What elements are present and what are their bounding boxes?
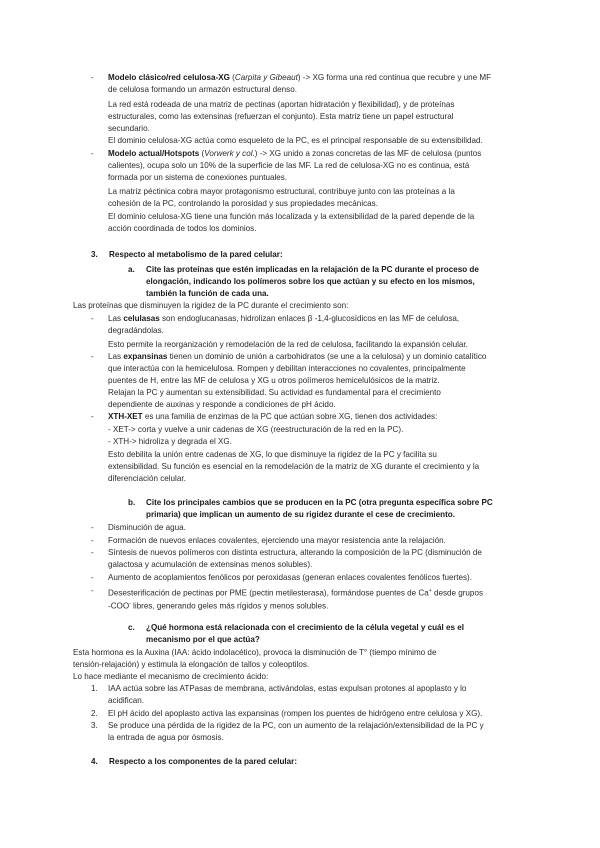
expansinas-line-3: puentes de H, entre las MF de celulosa y XG u otros polímeros hemicelulósicos de la matriz. [108, 376, 440, 385]
expansinas-line-4: Relajan la PC y aumentan su extensibilidad. Su actividad es fundamental para el crecimiento [108, 388, 441, 397]
modelo-clasico-line-6: El dominio celulosa-XG actúa como esqueleto de la PC, es el principal responsable de su extensibilidad. [108, 136, 483, 145]
expansinas-line-5: dependiente de auxinas y responde a condiciones de pH ácido. [108, 400, 336, 409]
expansinas-line-2: que interactúa con la hemicelulosa. Rompen y debilitan interacciones no covalentes, principalmente [108, 364, 466, 373]
question-a-line-3: también la función de cada una. [146, 289, 269, 298]
celulasas-line-1: Las celulasas son endoglucanasas, hidrolizan enlaces β -1,4-glucosídicos en las MF de celulosa, [108, 314, 460, 323]
rigidez-item: Aumento de acoplamientos fenólicos por peroxidasas (generan enlaces covalentes fenólicos fuertes). [108, 573, 472, 582]
rigidez-item-continued: -COO- libres, generando geles más rígidos y menos solubles. [108, 601, 329, 611]
modelo-clasico-line-1: Modelo clásico/red celulosa-XG (Carpita y Gibeaut) -> XG forma una red continua que recubre y une MF [108, 73, 492, 82]
question-a-line-1: Cite las proteínas que estén implicadas en la relajación de la PC durante el proceso de [146, 265, 479, 274]
answer-c-line-2: tensión-relajación) y estimula la elongación de tallos y coleoptilos. [73, 660, 310, 669]
step-number: 1. [91, 684, 98, 693]
modelo-clasico-line-2: de celulosa formando un armazón estructural denso. [108, 85, 297, 94]
modelo-actual-line-5: cohesión de la PC, controlando la porosidad y sus propiedades mecánicas. [108, 199, 378, 208]
section-3-heading: 3. Respecto al metabolismo de la pared celular: [91, 250, 283, 259]
question-c-letter: c. [128, 623, 135, 632]
modelo-actual-line-2: calientes), ocupa solo un 10% de la superficie de las MF. La red de celulosa-XG no es continua, está [108, 161, 470, 170]
answer-c-line-3: Lo hace mediante el mecanismo de crecimiento ácido: [73, 672, 269, 681]
question-a-line-2: elongación, indicando los polímeros sobre los que actúan y su efecto en los mismos, [146, 277, 475, 286]
modelo-clasico-line-5: secundario. [108, 124, 150, 133]
step-1-line-1: IAA actúa sobre las ATPasas de membrana, activándolas, estas expulsan protones al apoplasto y lo [108, 684, 467, 693]
modelo-clasico-line-4: estructurales, como las extensinas (refuerzan el conjunto). Esta matriz tiene un papel estructural [108, 112, 454, 121]
question-b-line-1: Cite los principales cambios que se producen en la PC (otra pregunta específica sobre PC [146, 498, 493, 507]
step-3-line-2: la entrada de agua por ósmosis. [108, 733, 224, 742]
modelo-actual-line-6: El dominio celulosa-XG tiene una función más localizada y la extensibilidad de la pared depende de la [108, 212, 475, 221]
rigidez-item: Disminución de agua. [108, 523, 186, 532]
modelo-actual-line-4: La matriz péctinica cobra mayor protagonismo estructural, contribuye junto con las proteínas a la [108, 187, 455, 196]
question-b-letter: b. [128, 498, 136, 507]
celulasas-line-2: degradándolas. [108, 326, 164, 335]
answer-c-line-1: Esta hormona es la Auxina (IAA: ácido indolacético), provoca la disminución de T° (tiempo mínimo de [73, 648, 437, 657]
modelo-actual-line-7: acción coordinada de todos los dominios. [108, 224, 257, 233]
question-b-line-2: primaria) que implican un aumento de su rigidez durante el cese de crecimiento. [146, 510, 455, 519]
question-c-line-2: mecanismo por el que actúa? [146, 635, 260, 644]
rigidez-item: Formación de nuevos enlaces covalentes, ejerciendo una mayor resistencia ante la relajación. [108, 536, 446, 545]
expansinas-line-1: Las expansinas tienen un dominio de unión a carbohidratos (se une a la celulosa) y un dominio catalítico [108, 352, 487, 361]
step-number: 3. [91, 721, 98, 730]
step-3-line-1: Se produce una pérdida de la rigidez de la PC, con un aumento de la relajación/extensibilidad de la PC y [108, 721, 484, 730]
step-number: 2. [91, 709, 98, 718]
xth-xet-line-5: extensibilidad. Su función es esencial en la remodelación de la matriz de XG durante el crecimiento y la [108, 462, 480, 471]
section-4-heading: 4. Respecto a los componentes de la pared celular: [91, 757, 298, 766]
modelo-actual-line-1: Modelo actual/Hotspots (Vorwerk y col.) -> XG unido a zonas concretas de las MF de celulosa (puntos [108, 149, 482, 158]
rigidez-item-continued: galactosa y acumulación de extensinas menos solubles). [108, 560, 313, 569]
step-2-line-1: El pH ácido del apoplasto activa las expansinas (rompen los puentes de hidrógeno entre celulosa y XG). [108, 709, 483, 718]
xth-xet-line-6: diferenciación celular. [108, 474, 186, 483]
xth-xet-line-3: - XTH-> hidroliza y degrada el XG. [108, 437, 232, 446]
celulasas-line-3: Esto permite la reorganización y remodelación de la red de celulosa, facilitando la expansión celular. [108, 340, 468, 349]
question-a-letter: a. [128, 265, 135, 274]
rigidez-item: Desesterificación de pectinas por PME (pectin metilesterasa), formándose puentes de Ca+ desde grupos [108, 588, 483, 598]
answer-a-intro: Las proteínas que disminuyen la rigidez de la PC durante el crecimiento son: [73, 301, 349, 310]
step-1-line-2: acidifican. [108, 696, 144, 705]
xth-xet-line-4: Esto debilita la unión entre cadenas de XG, lo que disminuye la rigidez de la PC y facilita su [108, 450, 437, 459]
xth-xet-line-1: XTH-XET es una familia de enzimas de la PC que actúan sobre XG, tienen dos actividades: [108, 412, 438, 421]
rigidez-item: Síntesis de nuevos polímeros con distinta estructura, alterando la composición de la PC (disminución de [108, 548, 482, 557]
question-c-line-1: ¿Qué hormona está relacionada con el crecimiento de la célula vegetal y cuál es el [146, 623, 465, 632]
modelo-actual-line-3: formada por un sistema de conexiones puntuales. [108, 173, 288, 182]
modelo-clasico-line-3: La red está rodeada de una matriz de pectinas (aportan hidratación y flexibilidad), y de proteínas [108, 100, 455, 109]
xth-xet-line-2: - XET-> corta y vuelve a unir cadenas de XG (reestructuración de la red en la PC). [108, 425, 404, 434]
